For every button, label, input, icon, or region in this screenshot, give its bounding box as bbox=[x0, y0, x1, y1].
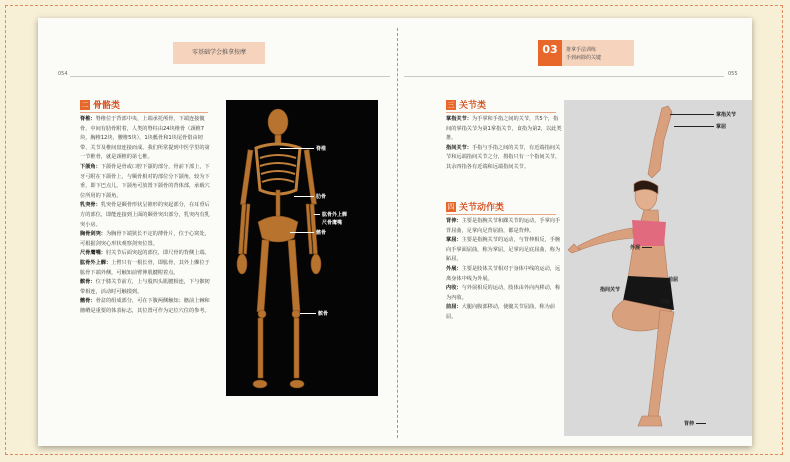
label-palmar-flexion: 掌屈 bbox=[716, 124, 727, 130]
chapter-title-line1: 推拿手法训练 bbox=[566, 47, 597, 53]
definition: 主要是肢体关节相对于身体中线的运动，远离身体中线为外展。 bbox=[446, 265, 561, 282]
header-rule bbox=[70, 76, 390, 77]
term: 髂骨： bbox=[80, 298, 96, 305]
skeleton-photo bbox=[226, 100, 378, 396]
term: 胸骨剑突： bbox=[80, 231, 106, 238]
leader-line bbox=[696, 423, 706, 424]
term: 内收： bbox=[446, 285, 462, 292]
paragraph bbox=[80, 297, 213, 316]
label-rib: 肋骨 bbox=[316, 194, 327, 200]
label-olecranon: 尺骨鹰嘴 bbox=[322, 220, 343, 226]
section-rule bbox=[446, 214, 556, 215]
label-metacarpophalangeal: 掌指关节 bbox=[716, 112, 737, 118]
definition: 乳突骨是颞骨形状呈锥形的突起部分，在耳垂后方的部位，即能连接到上面的颞骨突出部分，乳突内有乳突小房。 bbox=[80, 202, 210, 228]
running-header: 零基础学会推拿按摩 bbox=[173, 42, 265, 64]
label-dorsiflexion: 背伸 bbox=[684, 421, 695, 427]
bones-body-text bbox=[80, 115, 213, 316]
definition: 主要是指腕关节和踝关节的运动，手掌向手背屈曲，足掌向足背屈曲，都是背伸。 bbox=[446, 218, 561, 234]
joint-actions-body-text bbox=[446, 217, 562, 323]
paragraph bbox=[446, 284, 562, 303]
definition: 上臂只有一根长骨，即肱骨，其外上髁位于肱骨下端外侧，可触知前臂伸肌腱附着点。 bbox=[80, 259, 210, 276]
term: 背伸： bbox=[446, 218, 462, 224]
definition: 大腿向腹部移动，使髋关节屈曲，称为前屈。 bbox=[446, 304, 555, 320]
definition: 肘关节后面突起的部位，即尺骨的背侧上端。 bbox=[105, 250, 210, 257]
chapter-tab bbox=[538, 40, 634, 71]
term: 尺骨鹰嘴： bbox=[80, 250, 106, 257]
term: 髌骨： bbox=[80, 279, 96, 286]
section-title: 关节动作类 bbox=[459, 203, 505, 213]
paragraph bbox=[80, 201, 213, 230]
label-patella: 髌骨 bbox=[318, 311, 329, 317]
definition: 下颌骨是骨或口腔下颌的部分，骨前下部上，下牙弓附在下颌骨上，与颞骨相对的部位分下颌角，较为下垂，即下巴点儿。下颌角可放置下颌骨的背体部，承载穴位所用的下颌角。 bbox=[80, 163, 210, 199]
paragraph bbox=[80, 259, 213, 278]
term: 肱骨外上髁： bbox=[80, 259, 112, 266]
page-number-left: 054 bbox=[58, 71, 68, 77]
paragraph bbox=[80, 115, 213, 163]
leader-line bbox=[314, 214, 320, 215]
section-number-icon: 二 bbox=[81, 100, 89, 109]
term: 指间关节： bbox=[446, 144, 472, 151]
leader-line bbox=[300, 313, 316, 314]
definition: 手指与手指之间的关节，有近端指间关节和远端指间关节之分，拇指只有一个指间关节，其余四指各有近端和远端指间关节。 bbox=[446, 144, 561, 170]
section-rule bbox=[80, 112, 208, 113]
term: 前屈： bbox=[446, 304, 462, 311]
chapter-title-line2: 手到病除的关键 bbox=[566, 55, 602, 61]
section-number-icon: 三 bbox=[447, 100, 455, 109]
paragraph bbox=[446, 144, 562, 173]
model-illustration bbox=[564, 100, 752, 436]
section-number-icon: 四 bbox=[447, 202, 455, 211]
label-abduction: 外展 bbox=[630, 245, 641, 251]
section-rule bbox=[446, 112, 556, 113]
term: 脊椎： bbox=[80, 116, 96, 122]
paragraph bbox=[446, 265, 562, 284]
term: 乳突骨： bbox=[80, 202, 101, 209]
section-title: 骨骼类 bbox=[93, 101, 121, 111]
paragraph bbox=[80, 230, 213, 249]
definition: 与外展相反的运动，肢体由外向内移动，称为内收。 bbox=[446, 285, 561, 301]
section-heading-joints bbox=[446, 98, 486, 111]
term: 下颌角： bbox=[80, 163, 101, 170]
leader-line bbox=[294, 196, 314, 197]
label-humerus-epicondyle: 肱骨外上髁 bbox=[322, 212, 348, 218]
leader-line bbox=[642, 247, 652, 248]
paragraph bbox=[446, 236, 562, 265]
paragraph bbox=[80, 278, 213, 297]
definition: 骨盆的组成部分，可在下腹两侧触知；髂前上棘和髂嵴是重要的体表标志，其位置可作为定位穴位的参考。 bbox=[80, 298, 210, 314]
definition: 脊椎位于背部中央，上端承托颅骨，下端连接髋骨，中间有肋骨附着，人类的脊柱由24块椎骨（颈椎7块，胸椎12块，腰椎5块），1块骶骨和1块尾骨借由韧带、关节及椎间盘连接而成。我们所常提到中医学里的第一节椎骨，就是颈椎的第七椎。 bbox=[80, 116, 210, 161]
section-heading-joint-actions bbox=[446, 200, 504, 213]
paragraph bbox=[80, 163, 213, 201]
definition: 为胸骨下端狭长不定的薄骨片，位于心窝处，可根据剑突心形状观察剑突位置。 bbox=[80, 231, 210, 247]
chapter-number: 03 CHAPTER bbox=[538, 40, 562, 66]
page-number-right: 055 bbox=[728, 71, 738, 77]
model-photo bbox=[564, 100, 752, 436]
term: 掌指关节： bbox=[446, 116, 472, 122]
label-adduction: 内收 bbox=[660, 299, 671, 305]
definition: 位于膝关节前方，上与股四头肌腱相连，下与髌韧带相连，活动时可触摸到。 bbox=[80, 279, 210, 295]
label-spine: 脊椎 bbox=[316, 146, 327, 152]
section-title: 关节类 bbox=[459, 101, 487, 111]
header-rule bbox=[404, 76, 724, 77]
leader-line bbox=[290, 232, 314, 233]
paragraph bbox=[446, 217, 562, 236]
paragraph bbox=[446, 303, 562, 322]
joints-body-text bbox=[446, 115, 562, 173]
chapter-word: CHAPTER bbox=[540, 67, 560, 71]
term: 掌屈： bbox=[446, 237, 462, 244]
label-flexion: 前屈 bbox=[668, 277, 679, 283]
definition: 为手掌和手指之间的关节，共5个，指间的掌指关节为第1掌指关节，食指为第2，以此类推。 bbox=[446, 116, 562, 142]
skeleton-illustration bbox=[226, 100, 378, 396]
paragraph bbox=[80, 249, 213, 259]
leader-line bbox=[670, 114, 714, 115]
section-heading-bones bbox=[80, 98, 120, 111]
term: 外展： bbox=[446, 265, 462, 272]
book-spread bbox=[38, 18, 752, 446]
leader-line bbox=[280, 148, 314, 149]
leader-line bbox=[674, 126, 714, 127]
definition: 主要是指腕关节的运动，与背伸相反，手腕向手掌面屈曲，称为掌屈，足掌向足底屈曲，称为跖屈。 bbox=[446, 237, 561, 263]
label-interphalangeal: 指间关节 bbox=[600, 287, 621, 293]
label-iliac: 髂骨 bbox=[316, 230, 327, 236]
right-page bbox=[398, 18, 752, 446]
left-page bbox=[38, 18, 398, 446]
paragraph bbox=[446, 115, 562, 144]
